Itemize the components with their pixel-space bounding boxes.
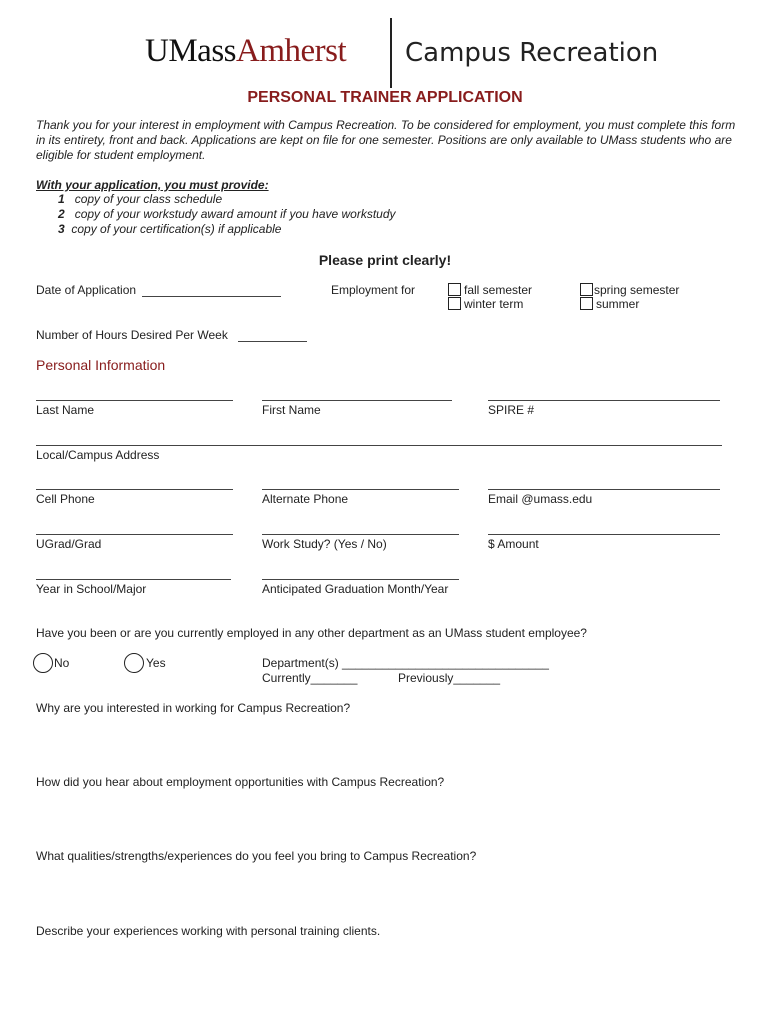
amount-label: $ Amount [488, 537, 539, 551]
last-name-label: Last Name [36, 403, 95, 417]
cell-phone-label: Cell Phone [36, 492, 95, 506]
year-major-label: Year in School/Major [36, 582, 147, 596]
work-study-label: Work Study? (Yes / No) [262, 537, 387, 551]
requirement-item: 1 copy of your class schedule [58, 192, 223, 206]
yes-label: Yes [146, 656, 166, 670]
question-qualities: What qualities/strengths/experiences do you feel you bring to Campus Recreation? [36, 849, 477, 863]
first-name-field[interactable] [262, 400, 452, 401]
winter-term-option[interactable]: winter term [448, 297, 523, 311]
question-experience: Describe your experiences working with personal training clients. [36, 924, 381, 938]
hours-per-week-field[interactable] [238, 341, 307, 342]
spire-field[interactable] [488, 400, 720, 401]
page-title: PERSONAL TRAINER APPLICATION [247, 89, 523, 106]
checkbox-icon[interactable] [580, 283, 593, 296]
spire-label: SPIRE # [488, 403, 535, 417]
ugrad-grad-label: UGrad/Grad [36, 537, 102, 551]
previously-field[interactable]: Previously_______ [398, 671, 501, 685]
umass-logo [145, 33, 346, 70]
yes-radio[interactable] [124, 653, 144, 673]
summer-option[interactable]: summer [580, 297, 639, 311]
currently-field[interactable]: Currently_______ [262, 671, 358, 685]
last-name-field[interactable] [36, 400, 233, 401]
requirement-item: 3 copy of your certification(s) if applicable [58, 222, 282, 236]
alternate-phone-field[interactable] [262, 489, 459, 490]
logo-divider [390, 18, 392, 88]
amount-field[interactable] [488, 534, 720, 535]
graduation-label: Anticipated Graduation Month/Year [262, 582, 449, 596]
address-field[interactable] [36, 445, 722, 446]
checkbox-icon[interactable] [448, 283, 461, 296]
logo-umass-text: UMass [145, 33, 237, 69]
alternate-phone-label: Alternate Phone [262, 492, 349, 506]
fall-semester-option[interactable]: fall semester [448, 283, 532, 297]
campus-recreation-logo: Campus Recreation [405, 38, 659, 68]
logo-amherst-text: Amherst [236, 33, 347, 69]
no-radio[interactable] [33, 653, 53, 673]
work-study-field[interactable] [262, 534, 459, 535]
email-label: Email @umass.edu [488, 492, 593, 506]
employment-for-label: Employment for [331, 283, 416, 297]
other-employment-question: Have you been or are you currently employed in any other department as an UMass student employee? [36, 626, 587, 640]
personal-information-heading: Personal Information [36, 357, 166, 373]
checkbox-icon[interactable] [448, 297, 461, 310]
email-field[interactable] [488, 489, 720, 490]
hours-per-week-label: Number of Hours Desired Per Week [36, 328, 228, 342]
no-label: No [54, 656, 70, 670]
print-clearly-notice: Please print clearly! [318, 252, 452, 268]
graduation-field[interactable] [262, 579, 459, 580]
checkbox-icon[interactable] [580, 297, 593, 310]
date-of-application-field[interactable] [142, 296, 281, 297]
intro-paragraph: Thank you for your interest in employment with Campus Recreation. To be considered for employment, you must complete this form in its entirety, front and back. Applications are kept on file for one semester. Positions are only available to UMass students who are eligible for student employment. [36, 118, 736, 162]
spring-semester-option[interactable]: spring semester [580, 283, 679, 297]
first-name-label: First Name [262, 403, 321, 417]
question-how-heard: How did you hear about employment opportunities with Campus Recreation? [36, 775, 445, 789]
date-of-application-label: Date of Application [36, 283, 137, 297]
requirements-heading: With your application, you must provide: [36, 178, 269, 192]
cell-phone-field[interactable] [36, 489, 233, 490]
year-major-field[interactable] [36, 579, 231, 580]
question-why-interested: Why are you interested in working for Campus Recreation? [36, 701, 351, 715]
requirement-item: 2 copy of your workstudy award amount if you have workstudy [58, 207, 396, 221]
department-field[interactable]: Department(s) _______________________________ [262, 656, 549, 670]
address-label: Local/Campus Address [36, 448, 160, 462]
ugrad-grad-field[interactable] [36, 534, 233, 535]
